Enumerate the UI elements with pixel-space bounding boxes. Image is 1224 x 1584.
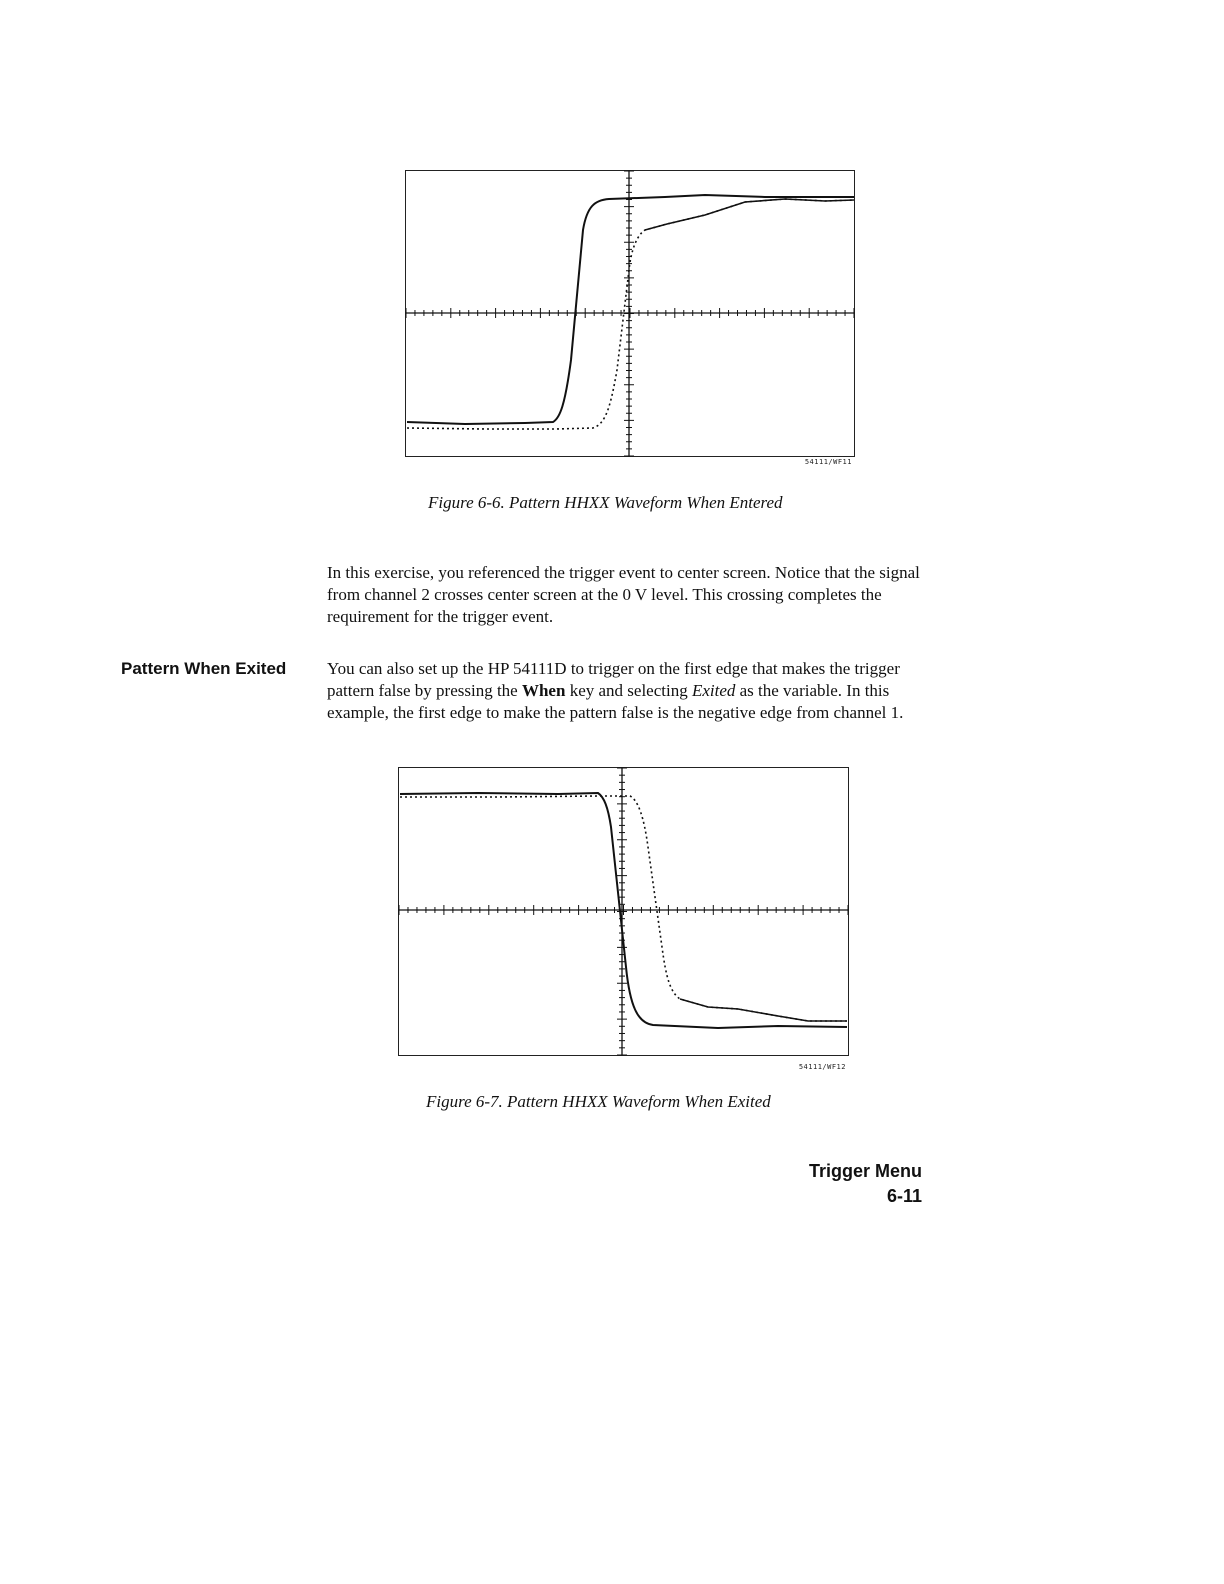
section-text: You can also set up the HP 54111D to trigger on the first edge that makes the trigger pattern false by pressing the xyxy=(327,659,900,700)
figure-6-6 xyxy=(405,170,856,466)
exited-variable-label: Exited xyxy=(691,681,736,700)
section-paragraph xyxy=(327,658,927,724)
page-number: 6-11 xyxy=(886,1186,922,1206)
when-key-label: When xyxy=(521,681,566,700)
oscilloscope-trace-exited xyxy=(398,767,850,1059)
section-heading: Pattern When Exited xyxy=(121,659,287,678)
footer-section-title: Trigger Menu xyxy=(808,1161,922,1181)
section-text: as the variable. In this example, the first edge to make the pattern false is the negative edge from channel 1. xyxy=(327,681,904,722)
body-paragraph: In this exercise, you referenced the trigger event to center screen. Notice that the signal from channel 2 crosses center screen at the 0 V level. This crossing completes the requirement for the trigger event. xyxy=(327,563,920,626)
figure-caption: Figure 6-7. Pattern HHXX Waveform When Exited xyxy=(426,1092,771,1111)
figure-caption: Figure 6-6. Pattern HHXX Waveform When Entered xyxy=(428,493,783,512)
figure-id-label: 54111/WF12 xyxy=(798,1063,846,1071)
oscilloscope-trace-entered xyxy=(405,170,856,460)
section-text: key and selecting xyxy=(565,681,692,700)
figure-6-7 xyxy=(398,767,850,1071)
figure-id-label: 54111/WF11 xyxy=(804,458,852,466)
